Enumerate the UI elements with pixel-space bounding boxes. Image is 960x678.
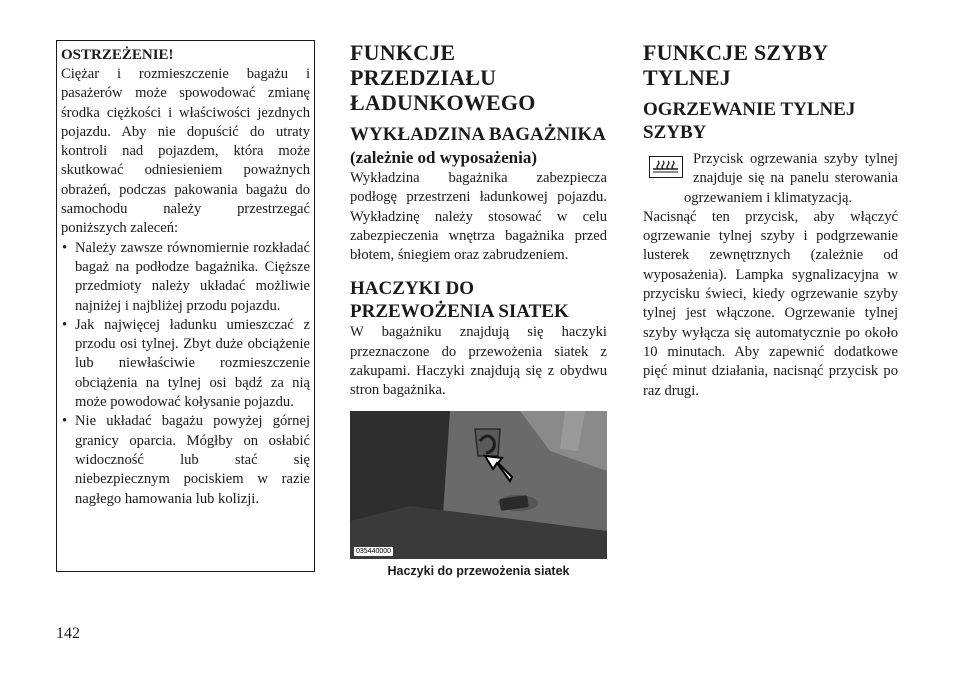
warning-bullet-text: Nie układać bagażu powyżej górnej granicy oparcia. Mógłby on osłabić widoczność lub stać się niebezpiecznym pociskiem w razie nagłego hamowania lub kolizji. [75,413,310,507]
hooks-paragraph: W bagażniku znajdują się haczyki przeznaczone do przewożenia siatek z zakupami. Haczyki znajdują się z obydwu stron bagażnika. [350,324,607,399]
hooks-heading: HACZYKI DO PRZEWOŻENIA SIATEK [350,278,569,323]
left-column [56,40,314,572]
warning-bullet-item [61,316,310,412]
warning-bullet-text: Jak najwięcej ładunku umieszczać z przodu osi tylnej. Zbyt duże obciążenie lub niewłaściwie rozmieszczenie obciążenia na tylnej osi bądź za nią może powodować kołysanie pojazdu. [75,316,310,411]
rear-window-heading: FUNKCJE SZYBY TYLNEJ [643,40,828,90]
rear-defrost-icon [649,156,683,178]
right-column [643,40,898,401]
warning-bullet-item [61,412,310,508]
cargo-section-heading: FUNKCJE PRZEDZIAŁU ŁADUNKOWEGO [350,40,536,115]
bullet-glyph: • [62,239,68,256]
warning-box [56,40,315,572]
warning-title: OSTRZEŻENIE! [61,47,174,63]
mat-paragraph: Wykładzina bagażnika zabezpiecza podłogę przestrzeni ładunkowej pojazdu. Wykładzinę należy stosować w celu zabezpieczenia wnętrza bagażnika przed błotem, śniegiem oraz zabrudzeniem. [350,170,607,264]
cargo-hook-photo [350,411,607,559]
warning-intro: Ciężar i rozmieszczenie bagażu i pasażerów może spowodować zmianę środka ciężkości i właściwości jezdnych pojazdu. Aby nie dopuścić do utraty kontroli nad pojazdem, która może skutkować odniesieniem poważnych obrażeń, podczas pakowania bagażu do samochodu należy przestrzegać poniższych zaleceń: [61,66,310,237]
page-number: 142 [56,625,80,642]
rear-defrost-paragraph: Nacisnąć ten przycisk, aby włączyć ogrzewanie tylnej szyby i podgrzewanie lusterek zewnętrznych (zależnie od wyposażenia). Lampka sygnalizacyjna w przycisku świeci, kiedy ogrzewanie szyby tylnej jest włączone. Ogrzewanie tylnej szyby wyłącza się automatycznie po około 10 minutach. Aby zapewnić dodatkowe pięć minut działania, nacisnąć przycisk po raz drugi. [643,208,898,399]
mat-heading-note: (zależnie od wyposażenia) [350,148,537,167]
cargo-hook-illustration [350,411,607,559]
warning-list [61,239,310,509]
warning-bullet-text: Należy zawsze równomiernie rozkładać bagaż na podłodze bagażnika. Cięższe przedmioty należy układać możliwie najniżej i najbliżej przodu pojazdu. [75,239,310,314]
photo-caption: Haczyki do przewożenia siatek [387,563,570,578]
mat-heading [350,123,607,169]
warning-bullet-item [61,239,310,316]
middle-column [350,40,607,578]
rear-defrost-intro: Przycisk ogrzewania szyby tylnej znajduje się na panelu sterowania ogrzewaniem i klimatyzacją. [684,151,898,206]
rear-defrost-heading: OGRZEWANIE TYLNEJ SZYBY [643,99,856,143]
mat-heading-main: WYKŁADZINA BAGAŻNIKA [350,124,605,145]
bullet-glyph: • [62,413,68,430]
bullet-glyph: • [62,316,68,333]
photo-code: 035440000 [356,547,392,555]
